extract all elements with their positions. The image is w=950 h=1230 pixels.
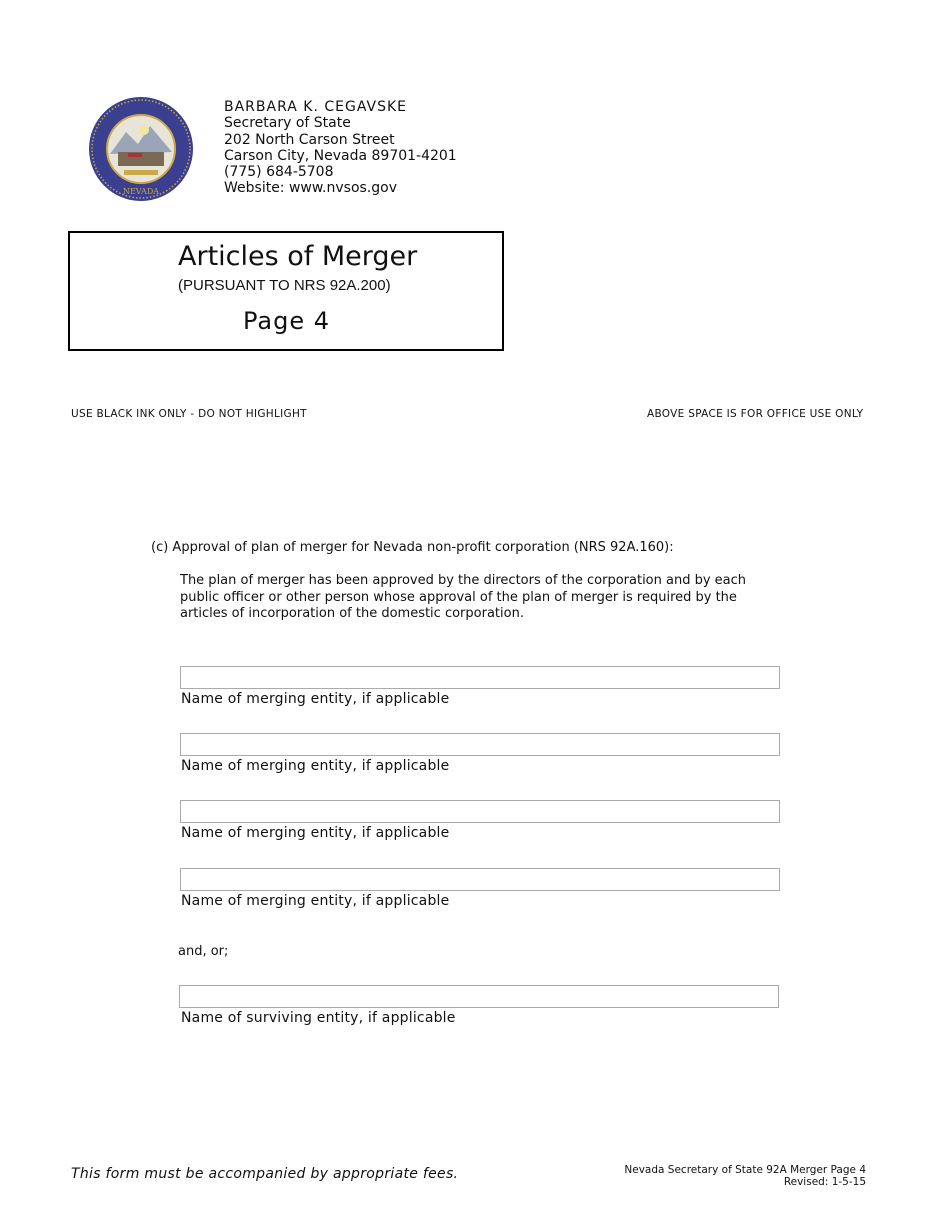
street-address: 202 North Carson Street (224, 131, 395, 148)
svg-text:NEVADA: NEVADA (122, 187, 160, 196)
ink-note: USE BLACK INK ONLY - DO NOT HIGHLIGHT (71, 408, 307, 420)
merging-entity-label: Name of merging entity, if applicable (181, 758, 450, 774)
nevada-state-seal-logo (88, 96, 194, 202)
surviving-entity-field[interactable] (179, 985, 779, 1008)
form-subtitle: (PURSUANT TO NRS 92A.200) (178, 277, 391, 294)
merging-entity-field-2[interactable] (180, 733, 780, 756)
section-heading: (c) Approval of plan of merger for Nevada non-profit corporation (NRS 92A.160): (151, 540, 674, 555)
paragraph-line: public officer or other person whose approval of the plan of merger is required by the (180, 589, 737, 605)
form-id: Nevada Secretary of State 92A Merger Page 4 (624, 1164, 866, 1176)
paragraph-line: articles of incorporation of the domestic corporation. (180, 606, 524, 621)
website: Website: www.nvsos.gov (224, 180, 397, 197)
form-footer (624, 1164, 866, 1188)
form-title-box (68, 231, 504, 351)
secretary-name: BARBARA K. CEGAVSKE (224, 99, 408, 115)
paragraph-line: The plan of merger has been approved by the directors of the corporation and by each (180, 573, 747, 588)
merging-entity-label: Name of merging entity, if applicable (181, 893, 450, 909)
surviving-entity-label: Name of surviving entity, if applicable (181, 1010, 456, 1026)
merging-entity-field-1[interactable] (180, 666, 780, 689)
merging-entity-label: Name of merging entity, if applicable (181, 691, 450, 707)
phone: (775) 684-5708 (224, 164, 334, 181)
merging-entity-label: Name of merging entity, if applicable (181, 825, 450, 841)
merging-entity-field-3[interactable] (180, 800, 780, 823)
merging-entity-field-4[interactable] (180, 868, 780, 891)
and-or-text: and, or; (178, 944, 229, 959)
office-use-note: ABOVE SPACE IS FOR OFFICE USE ONLY (647, 408, 864, 420)
city-address: Carson City, Nevada 89701-4201 (224, 147, 457, 164)
form-title: Articles of Merger (178, 241, 418, 272)
page-label: Page 4 (243, 307, 330, 335)
revised-date: Revised: 1-5-15 (783, 1176, 866, 1188)
fees-note: This form must be accompanied by appropriate fees. (71, 1166, 459, 1182)
secretary-title: Secretary of State (224, 115, 351, 132)
office-address (224, 99, 457, 197)
section-paragraph (180, 573, 770, 623)
